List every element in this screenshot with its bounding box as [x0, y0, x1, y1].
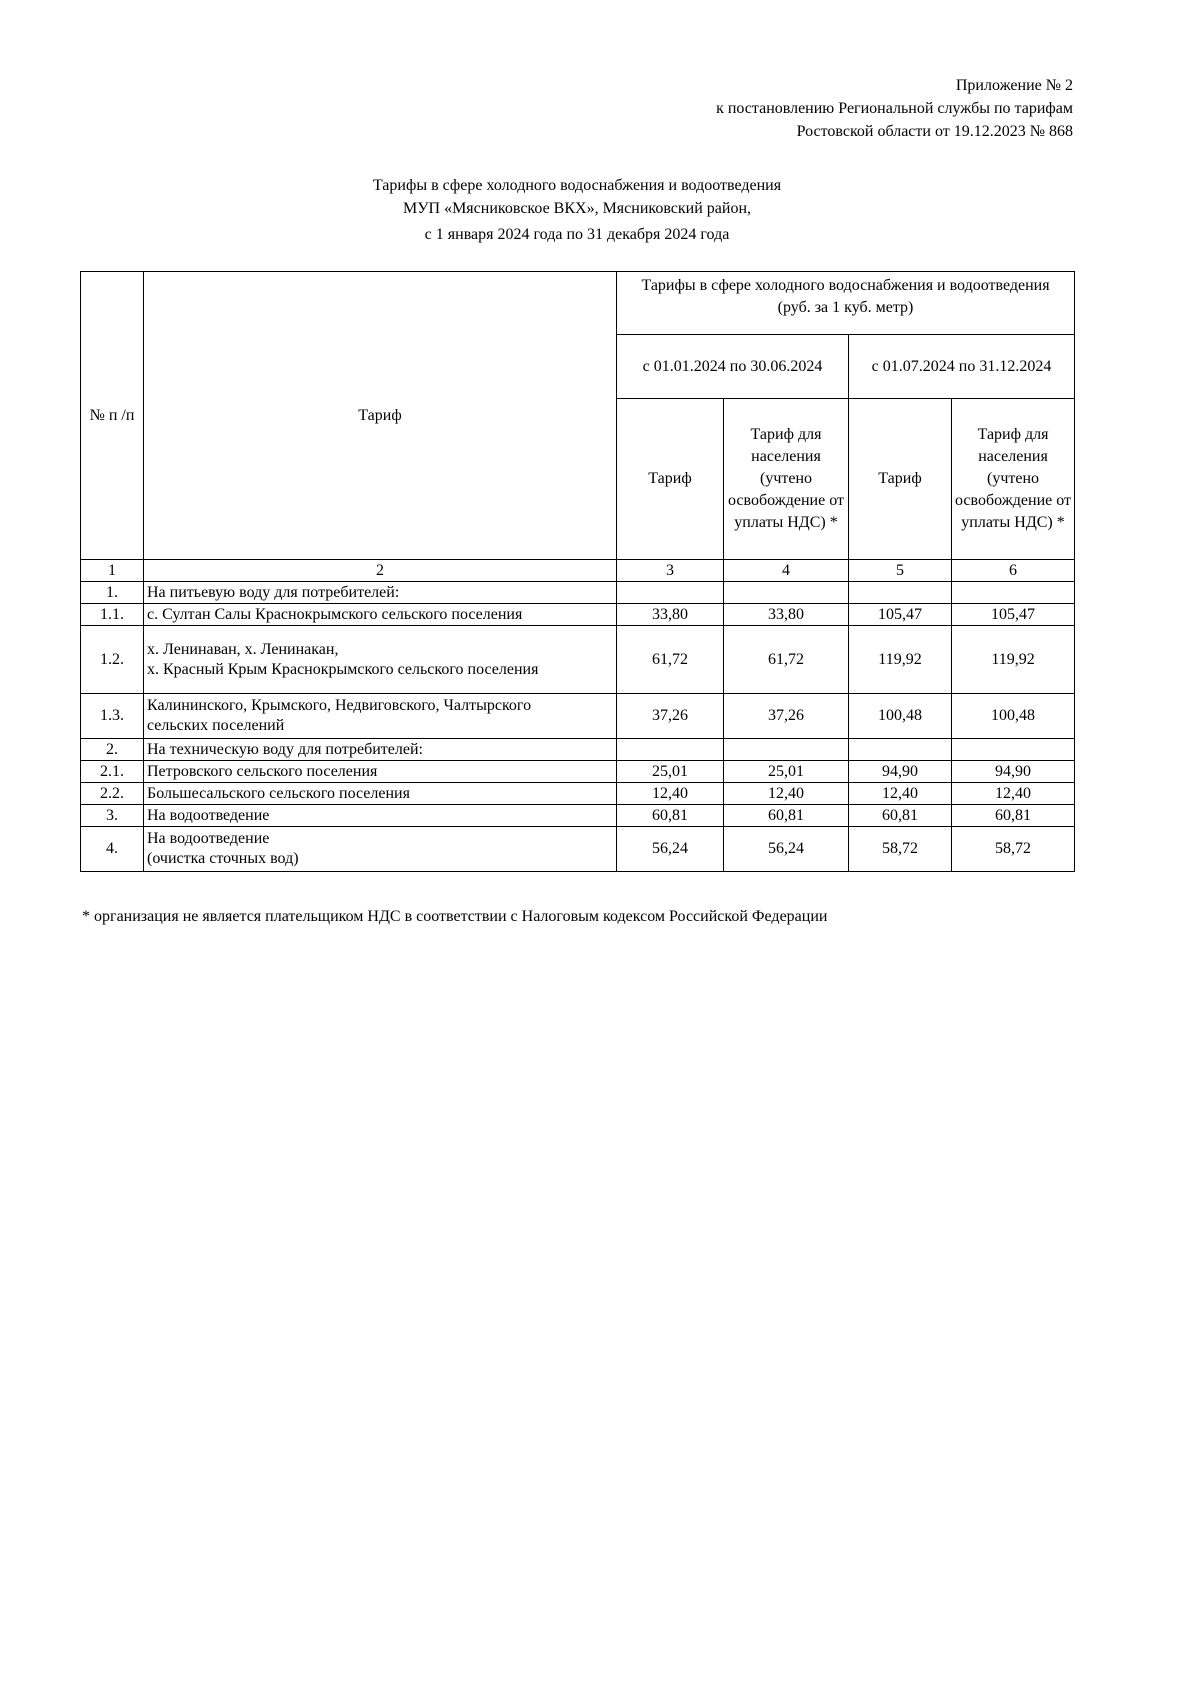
- column-number: 1: [81, 560, 144, 582]
- row-value: 12,40: [849, 783, 952, 805]
- row-value: 12,40: [724, 783, 849, 805]
- row-value: 56,24: [724, 827, 849, 872]
- header-period-1: с 01.01.2024 по 30.06.2024: [617, 335, 849, 399]
- row-num: 2.2.: [81, 783, 144, 805]
- row-name: На водоотведение: [144, 805, 617, 827]
- row-value: 25,01: [724, 761, 849, 783]
- table-row: [81, 761, 1075, 783]
- row-name: На питьевую воду для потребителей:: [144, 582, 617, 604]
- row-value: 105,47: [849, 604, 952, 626]
- row-name-continued: х. Красный Крым Краснокрымского сельского поселения: [147, 660, 539, 678]
- appendix-resolution: Ростовской области от 19.12.2023 № 868: [796, 123, 1073, 140]
- row-value: 56,24: [617, 827, 724, 872]
- row-value: 12,40: [952, 783, 1075, 805]
- row-value: 119,92: [952, 626, 1075, 694]
- row-num: 3.: [81, 805, 144, 827]
- row-name: Калининского, Крымского, Недвиговского, Чалтырского: [147, 697, 532, 714]
- row-name: Петровского сельского поселения: [144, 761, 617, 783]
- appendix-reference: к постановлению Региональной службы по тарифам: [716, 100, 1073, 117]
- title-period: с 1 января 2024 года по 31 декабря 2024 года: [424, 226, 730, 243]
- row-value: 12,40: [617, 783, 724, 805]
- row-value: 37,26: [724, 694, 849, 739]
- table-row: [81, 604, 1075, 626]
- row-value: 33,80: [724, 604, 849, 626]
- row-value: 60,81: [849, 805, 952, 827]
- appendix-block: [716, 74, 1073, 143]
- header-sub-tariff-1: Тариф: [617, 399, 724, 560]
- column-number: 5: [849, 560, 952, 582]
- row-value: [724, 739, 849, 761]
- row-name: На водоотведение: [147, 830, 270, 847]
- row-value: 58,72: [952, 827, 1075, 872]
- document-title: [0, 174, 1154, 246]
- tariff-table: [80, 271, 1075, 872]
- row-value: [849, 739, 952, 761]
- column-number: 2: [144, 560, 617, 582]
- row-value: 33,80: [617, 604, 724, 626]
- header-group-title: Тарифы в сфере холодного водоснабжения и водоотведения: [641, 277, 1050, 294]
- table-row: [81, 805, 1075, 827]
- row-num: 1.2.: [81, 626, 144, 694]
- row-num: 2.1.: [81, 761, 144, 783]
- row-name: На техническую воду для потребителей:: [144, 739, 617, 761]
- header-sub-population-2: Тариф для населения (учтено освобождение от уплаты НДС) *: [952, 399, 1075, 560]
- row-name-cell: [144, 827, 617, 872]
- header-period-2: с 01.07.2024 по 31.12.2024: [849, 335, 1075, 399]
- column-number: 3: [617, 560, 724, 582]
- row-value: 60,81: [724, 805, 849, 827]
- table-row: [81, 626, 1075, 694]
- appendix-number: Приложение № 2: [955, 77, 1073, 94]
- row-name-continued: сельских поселений: [147, 717, 285, 734]
- header-group: [617, 272, 1075, 335]
- row-value: [617, 582, 724, 604]
- row-num: 1.3.: [81, 694, 144, 739]
- row-value: [952, 739, 1075, 761]
- row-name-cell: [144, 694, 617, 739]
- row-value: 25,01: [617, 761, 724, 783]
- table-row: [81, 694, 1075, 739]
- row-num: 4.: [81, 827, 144, 872]
- header-num: № п /п: [81, 272, 144, 560]
- row-name: Большесальского сельского поселения: [144, 783, 617, 805]
- row-name-continued: (очистка сточных вод): [147, 850, 299, 867]
- table-row: [81, 739, 1075, 761]
- row-value: 100,48: [849, 694, 952, 739]
- title-line-1: Тарифы в сфере холодного водоснабжения и водоотведения: [372, 177, 782, 194]
- vat-footnote: * организация не является плательщиком НДС в соответствии с Налоговым кодексом Российской Федерации: [82, 908, 828, 925]
- column-number: 6: [952, 560, 1075, 582]
- title-line-2: МУП «Мясниковское ВКХ», Мясниковский район,: [402, 200, 752, 217]
- header-sub-population-1: Тариф для населения (учтено освобождение от уплаты НДС) *: [724, 399, 849, 560]
- row-value: 37,26: [617, 694, 724, 739]
- row-value: 61,72: [617, 626, 724, 694]
- header-group-unit: (руб. за 1 куб. метр): [777, 299, 914, 316]
- row-value: 105,47: [952, 604, 1075, 626]
- row-value: 100,48: [952, 694, 1075, 739]
- row-name: с. Султан Салы Краснокрымского сельского поселения: [144, 604, 617, 626]
- row-value: 94,90: [849, 761, 952, 783]
- column-number-row: [81, 560, 1075, 582]
- row-value: [849, 582, 952, 604]
- row-num: 1.1.: [81, 604, 144, 626]
- row-value: 60,81: [952, 805, 1075, 827]
- row-value: [617, 739, 724, 761]
- row-num: 2.: [81, 739, 144, 761]
- table-row: [81, 582, 1075, 604]
- row-value: [952, 582, 1075, 604]
- row-num: 1.: [81, 582, 144, 604]
- row-name-cell: [144, 626, 617, 694]
- header-tariff: Тариф: [144, 272, 617, 560]
- row-value: 60,81: [617, 805, 724, 827]
- row-value: 94,90: [952, 761, 1075, 783]
- row-value: 61,72: [724, 626, 849, 694]
- header-sub-tariff-2: Тариф: [849, 399, 952, 560]
- table-row: [81, 827, 1075, 872]
- column-number: 4: [724, 560, 849, 582]
- row-name: х. Ленинаван, х. Ленинакан,: [147, 640, 339, 658]
- table-row: [81, 783, 1075, 805]
- row-value: 58,72: [849, 827, 952, 872]
- row-value: [724, 582, 849, 604]
- row-value: 119,92: [849, 626, 952, 694]
